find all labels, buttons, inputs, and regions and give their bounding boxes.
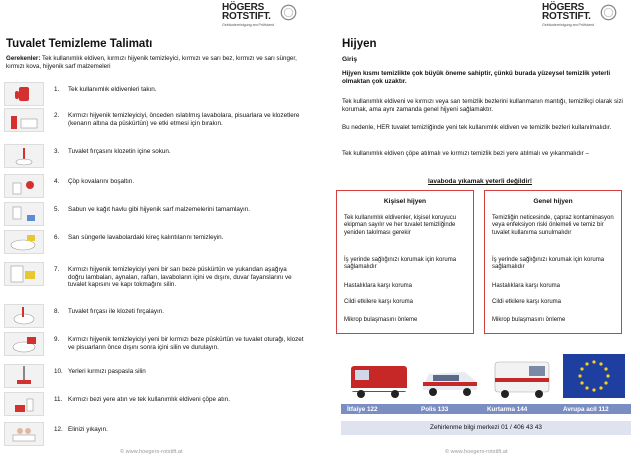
police-car-icon bbox=[417, 352, 483, 402]
right-page bbox=[320, 0, 640, 460]
left-footer: © www.hoegers-rotstift.at bbox=[120, 449, 183, 455]
logo-line2: ROTSTIFT. bbox=[542, 11, 591, 22]
logo-emblem-icon bbox=[600, 4, 617, 21]
brand-logo-right bbox=[542, 3, 634, 29]
yellow-cloth-icon bbox=[4, 262, 44, 286]
intro-paragraph-1: Tek kullanımlık eldiveni ve kırmızı veya sarı temizlik bezlerini kullanmanın mantığı, temizlikçi olarak sizi korumak, ama aynı zamanda genel hijyeni sağlamaktır. bbox=[342, 98, 623, 113]
brand-logo bbox=[222, 3, 314, 29]
discard-icon bbox=[4, 392, 44, 416]
logo-line1: HÖGERS bbox=[542, 2, 585, 13]
personal-hygiene-title: Kişisel hijyen bbox=[383, 198, 427, 205]
requirements-text: Tek kullanımlık eldiven, kırmızı hijyenik temizleyici, kırmızı ve sarı bez, kırmızı ve sarı sünger, kırmızı kova, hijyenik sarf malzemeleri bbox=[6, 55, 297, 70]
logo-subtitle: Gebäudereinigung am Prüfstand bbox=[222, 23, 274, 27]
euro-emergency-number: Avrupa acil 112 bbox=[563, 406, 609, 413]
ambulance-number: Kurtarma 144 bbox=[487, 406, 528, 413]
emergency-vehicles bbox=[341, 352, 631, 402]
requirements-label: Gerekenler: bbox=[6, 55, 41, 62]
warning-text: lavaboda yıkamak yeterli değildir! bbox=[427, 178, 533, 185]
trash-bin-icon bbox=[4, 174, 44, 198]
general-item: Temizliğin neticesinde, çapraz kontaminasyon veya enfeksiyon riski önlemeli ve temiz bir tuvalet kullanıma sunulmalıdır bbox=[492, 215, 614, 236]
intro-paragraph-2: Bu nedenle, HER tuvalet temizliğinde yeni tek kullanımlık eldiven ve temizlik bezleri kullanılmalıdır. bbox=[342, 124, 612, 131]
red-cloth-icon bbox=[4, 332, 44, 356]
general-item: Hastalıklara karşı koruma bbox=[492, 283, 561, 289]
fire-truck-icon bbox=[345, 352, 411, 402]
hand-wash-icon bbox=[4, 422, 44, 446]
fire-number: İtfaiye 122 bbox=[347, 406, 378, 413]
left-page: HÖGERS ROTSTIFT. Gebäudereinigung am Prüfstand Tuvalet Temizleme Talimatı Gerekenler: Tek kullanımlık eldiven, kırmızı hijyenik temizleyici, kırmızı ve sarı bez, kırmızı ve sarı sünger, kırmızı kova, hijyenik sarf malzemeleri 1. Tek kullanımlık eldivenleri takın. 2. Kırmızı hijyenik temizleyiciyi, önceden ıslatılmış lavabolara, pisuarlara ve klozetlere (kenarın altına da püskürtün) ve etki etmesi için bırakın. 3. Tuvalet fırçasını klozetin içine sokun. 4. Çöp kovalarını boşaltın. 5. Sabun ve kağıt havlu gibi hijyenik sarf malzemelerini tamamlayın. 6. Sarı süngerle lavabolardaki kireç kalıntılarını temizleyin. 7. Kırmızı hijyenik temizleyiciyi yeni bir sarı beze püskürtün ve yukarıdan aşağıya doğru lambaları, aynaları, rafları, lavaboların içini ve dışını, duvar fayanslarını ve tuvalet kapısını ve kapı tokmağını silin. 8. Tuvalet fırçası ile klozeti fırçalayın. 9. Kırmızı hijyenik temizleyiciyi yeni bir kırmızı beze püskürtün ve tuvalet oturağı, klozet ve pisuarların önce dışını sonra içini silin ve durulayın. 10. Yerleri kırmızı paspasla silin 11. Kırmızı bezi yere atın ve tek kullanımlık eldiveni çöpe atın. 12. Elinizi yıkayın. © www.hoegers-rotstift.at bbox=[0, 0, 320, 460]
soap-dispenser-icon bbox=[4, 202, 44, 226]
requirements bbox=[6, 55, 302, 70]
right-footer: © www.hoegers-rotstift.at bbox=[445, 449, 508, 455]
personal-item: Hastalıklara karşı koruma bbox=[344, 283, 413, 289]
logo-line2: ROTSTIFT. bbox=[222, 11, 271, 22]
ambulance-icon bbox=[489, 352, 555, 402]
police-number: Polis 133 bbox=[421, 406, 449, 413]
hygiene-title: Hijyen bbox=[342, 38, 377, 50]
general-item: Cildi etkilere karşı koruma bbox=[492, 299, 562, 305]
personal-item: İş yerinde sağlığınızı korumak için koruma sağlamalıdır bbox=[344, 257, 457, 271]
personal-item: Cildi etkilere karşı koruma bbox=[344, 299, 414, 305]
spray-bottle-icon bbox=[4, 108, 44, 132]
general-hygiene-box bbox=[484, 190, 622, 334]
personal-item: Mikrop bulaşmasını önleme bbox=[344, 317, 418, 323]
page-title: Tuvalet Temizleme Talimatı bbox=[6, 38, 153, 50]
general-item: İş yerinde sağlığınızı korumak için koruma sağlamalıdır bbox=[492, 257, 605, 271]
poison-center: Zehirlenme bilgi merkezi 01 / 406 43 43 bbox=[341, 421, 631, 435]
logo-subtitle: Gebäudereinigung am Prüfstand bbox=[542, 23, 594, 27]
personal-item: Tek kullanımlık eldivenler, kişisel koruyucu ekipman sayılır ve her tuvalet temizliğinde yeniden takılması gerekir bbox=[344, 215, 457, 236]
toilet-brush-icon bbox=[4, 144, 44, 168]
intro-paragraph-3: Tek kullanımlık eldiven çöpe atılmalı ve kırmızı temizlik bezi yere atılmalı ve yıkanmalıdır – bbox=[342, 150, 589, 157]
general-item: Mikrop bulaşmasını önleme bbox=[492, 317, 566, 323]
mop-icon bbox=[4, 364, 44, 388]
personal-hygiene-box bbox=[336, 190, 474, 334]
glove-icon bbox=[4, 82, 44, 106]
intro-lead: Hijyen kısmı temizlikte çok büyük öneme sahiptir, çünkü burada yüzeysel temizlik yeterli olmaktan çok uzaktır. bbox=[342, 70, 611, 85]
general-hygiene-title: Genel hijyen bbox=[533, 198, 573, 205]
intro-subtitle: Giriş bbox=[342, 56, 358, 63]
emergency-numbers-bar bbox=[341, 404, 631, 414]
logo-emblem-icon bbox=[280, 4, 297, 21]
sponge-icon bbox=[4, 230, 44, 254]
logo-line1: HÖGERS bbox=[222, 2, 265, 13]
eu-flag-icon bbox=[561, 352, 627, 402]
toilet-icon bbox=[4, 304, 44, 328]
